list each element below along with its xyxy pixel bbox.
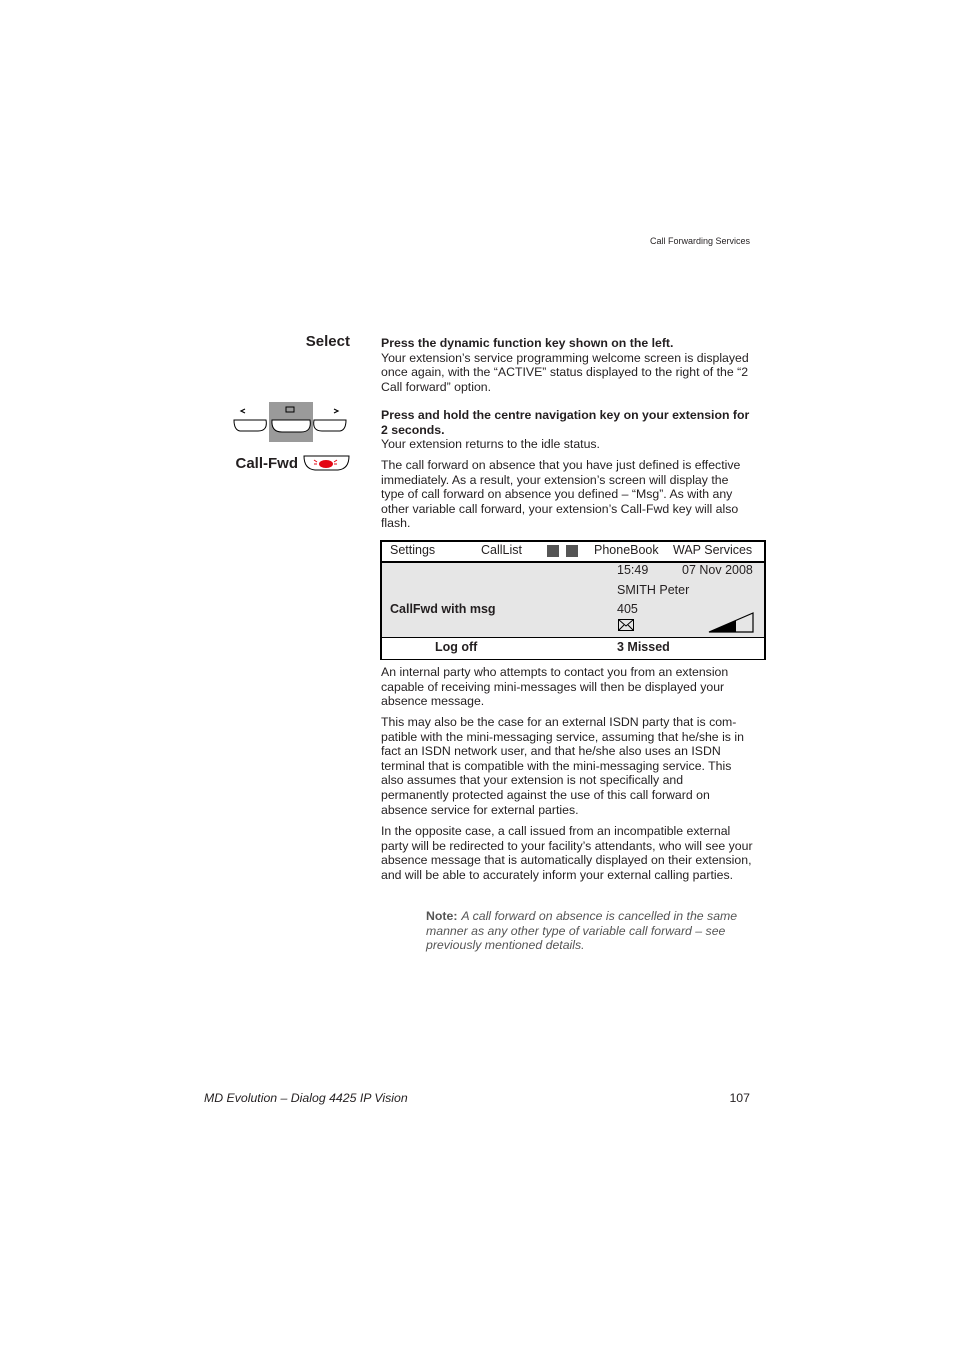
envelope-icon <box>618 619 635 632</box>
status-block-icon <box>566 545 578 557</box>
tab-phonebook: PhoneBook <box>594 543 659 557</box>
signal-strength-icon <box>708 611 756 635</box>
paragraph-opposite-case <box>381 824 753 882</box>
display-number: 405 <box>617 602 638 616</box>
status-block-icon <box>547 545 559 557</box>
phone-display <box>380 540 766 660</box>
flashing-led-icon <box>319 460 333 468</box>
paragraph-external-isdn <box>381 715 753 817</box>
display-softkey-bar <box>382 637 764 659</box>
softkey-log-off: Log off <box>435 640 478 654</box>
running-header: Call Forwarding Services <box>649 236 750 246</box>
callfwd-key-label: Call-Fwd <box>235 455 298 472</box>
step-3-text: The call forward on absence that you have just defined is effective immediately. As a result, your extension’s screen will display the type of call forward on absence you defined – “Msg”. As with any other variable call forward, your extension’s Call-Fwd key will also flash. <box>381 458 741 531</box>
step-2-text: Your extension returns to the idle status. <box>381 437 600 452</box>
centre-softkey-icon <box>272 420 310 432</box>
note-label: Note: <box>426 909 458 923</box>
note-text: A call forward on absence is cancelled in the same manner as any other type of variable call forward – see previously mentioned details. <box>426 909 738 953</box>
select-key-label: Select <box>305 333 350 350</box>
display-name: SMITH Peter <box>617 583 690 597</box>
callfwd-key-icon <box>302 452 352 474</box>
step-2 <box>381 408 751 452</box>
footer-title: MD Evolution – Dialog 4425 IP Vision <box>204 1091 408 1105</box>
right-softkey-icon <box>314 420 346 431</box>
step-3 <box>381 458 751 531</box>
display-tab-bar <box>382 542 764 563</box>
step-1 <box>381 336 751 394</box>
navigation-keys-icon <box>230 400 352 444</box>
tab-wap-services: WAP Services <box>673 543 753 557</box>
right-arrow-icon <box>334 409 338 413</box>
left-arrow-icon <box>241 409 245 413</box>
step-1-text: Your extension’s service programming welcome screen is displayed once again, with the “ACTIVE” status displayed to the right of the “2 Call forward” option. <box>381 350 749 394</box>
paragraph-text: An internal party who attempts to contact you from an extension capable of receiving mini-messages will then be displayed your absence message. <box>381 665 729 709</box>
note-box <box>426 909 756 953</box>
softkey-missed-calls: 3 Missed <box>617 640 670 654</box>
step-1-heading: Press the dynamic function key shown on the left. <box>381 336 674 350</box>
left-softkey-icon <box>234 420 266 431</box>
paragraph-text: This may also be the case for an external ISDN party that is com-patible with the mini-messaging service, assuming that he/she is in fact an ISDN network user, and that he/she also uses an ISDN terminal that is compatible with the mini-messaging service. This also assumes that your extension is not specifically and permanently protected against the use of this call forward on absence service for external parties. <box>381 715 744 817</box>
paragraph-text: In the opposite case, a call issued from an incompatible external party will be redirected to your facility’s attendants, who will see your absence message that is automatically displayed on their extension, and will be able to accurately inform your external calling parties. <box>381 824 753 882</box>
display-date: 07 Nov 2008 <box>682 563 753 577</box>
tab-settings: Settings <box>390 543 436 557</box>
paragraph-internal-party <box>381 665 753 709</box>
tab-calllist: CallList <box>481 543 522 557</box>
page-number: 107 <box>729 1091 750 1105</box>
display-time: 15:49 <box>617 563 649 577</box>
display-status: CallFwd with msg <box>390 602 496 616</box>
step-2-heading: Press and hold the centre navigation key on your extension for 2 seconds. <box>381 408 750 437</box>
